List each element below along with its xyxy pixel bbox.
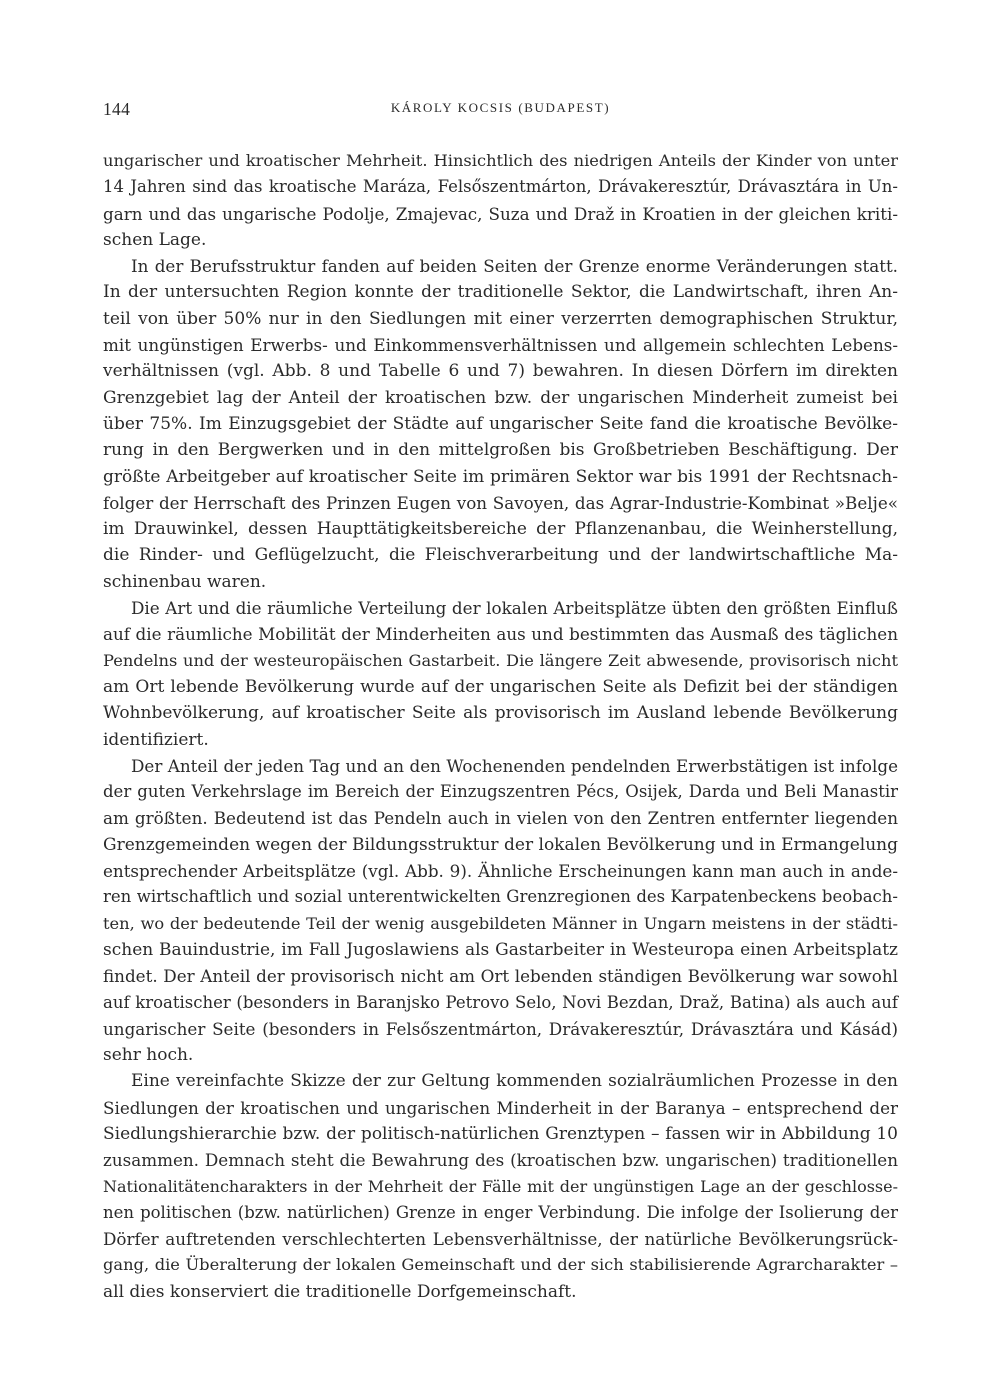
text-line: Grenzgebiet lag der Anteil der kroatischen bzw. der ungarischen Minderheit zumeist bei xyxy=(103,387,898,408)
text-line: entsprechender Arbeitsplätze (vgl. Abb. 9). Ähnliche Erscheinungen kann man auch in ande- xyxy=(103,861,898,882)
text-line: Grenzgemeinden wegen der Bildungsstruktur der lokalen Bevölkerung und in Ermangelung xyxy=(103,834,898,855)
text-line: im Drauwinkel, dessen Haupttätigkeitsbereiche der Pflanzenanbau, die Weinherstellung, xyxy=(103,519,898,540)
text-line: auf die räumliche Mobilität der Minderheiten aus und bestimmten das Ausmaß des täglichen xyxy=(103,624,898,645)
text-line: der guten Verkehrslage im Bereich der Einzugszentren Pécs, Osijek, Darda und Beli Manastir xyxy=(103,782,898,802)
text-line: schen Bauindustrie, im Fall Jugoslawiens als Gastarbeiter in Westeuropa einen Arbeitsplatz xyxy=(103,939,898,960)
text-line: Siedlungshierarchie bzw. der politisch-natürlichen Grenztypen – fassen wir in Abbildung 10 xyxy=(103,1123,898,1144)
text-line: schen Lage. xyxy=(103,229,207,250)
text-line: sehr hoch. xyxy=(103,1045,194,1066)
body-text xyxy=(103,148,898,1305)
text-line: zusammen. Demnach steht die Bewahrung des (kroatischen bzw. ungarischen) traditionellen xyxy=(103,1150,898,1171)
text-line: teil von über 50% nur in den Siedlungen mit einer verzerrten demographischen Struktur, xyxy=(103,308,898,329)
text-line: über 75%. Im Einzugsgebiet der Städte auf ungarischer Seite fand die kroatische Bevölke- xyxy=(103,413,898,434)
paragraph-start-line: Eine vereinfachte Skizze der zur Geltung kommenden sozialräumlichen Prozesse in den xyxy=(131,1071,898,1092)
paragraph-start-line: Der Anteil der jeden Tag und an den Wochenenden pendelnden Erwerbstätigen ist infolge xyxy=(131,755,898,776)
text-line: gang, die Überalterung der lokalen Gemeinschaft und der sich stabilisierende Agrarcharakter – xyxy=(103,1255,898,1275)
text-line: Wohnbevölkerung, auf kroatischer Seite als provisorisch im Ausland lebende Bevölkerung xyxy=(103,703,898,724)
text-line: am Ort lebende Bevölkerung wurde auf der ungarischen Seite als Defizit bei der ständigen xyxy=(103,676,898,697)
text-line: auf kroatischer (besonders in Baranjsko Petrovo Selo, Novi Bezdan, Draž, Batina) als auch auf xyxy=(103,992,898,1012)
text-line: Siedlungen der kroatischen und ungarischen Minderheit in der Baranya – entsprechend der xyxy=(103,1097,898,1118)
text-line: ren wirtschaftlich und sozial unterentwickelten Grenzregionen des Karpatenbeckens beobach- xyxy=(103,887,898,907)
text-line: größte Arbeitgeber auf kroatischer Seite im primären Sektor war bis 1991 der Rechtsnach- xyxy=(103,466,898,487)
text-line: ungarischer und kroatischer Mehrheit. Hinsichtlich des niedrigen Anteils der Kinder von unter xyxy=(103,151,898,170)
text-line: Dörfer auftretenden verschlechterten Lebensverhältnisse, der natürliche Bevölkerungsrück- xyxy=(103,1229,898,1250)
text-line: Pendelns und der westeuropäischen Gastarbeit. Die längere Zeit abwesende, provisorisch nicht xyxy=(103,650,898,670)
page-number: 144 xyxy=(103,99,131,119)
running-head: KÁROLY KOCSIS (BUDAPEST) xyxy=(390,100,611,115)
text-line: ten, wo der bedeutende Teil der wenig ausgebildeten Männer in Ungarn meistens in der städti- xyxy=(103,913,898,933)
page-header xyxy=(103,99,898,123)
text-line: am größten. Bedeutend ist das Pendeln auch in vielen von den Zentren entfernter liegenden xyxy=(103,808,898,829)
text-line: Nationalitätencharakters in der Mehrheit der Fälle mit der ungünstigen Lage an der geschlosse- xyxy=(103,1176,898,1196)
text-line: die Rinder- und Geflügelzucht, die Fleischverarbeitung und der landwirtschaftliche Ma- xyxy=(103,545,898,566)
text-line: folger der Herrschaft des Prinzen Eugen von Savoyen, das Agrar-Industrie-Kombinat »Belje« xyxy=(103,492,898,513)
text-line: rung in den Bergwerken und in den mittelgroßen bis Großbetrieben Beschäftigung. Der xyxy=(103,440,898,461)
text-line: mit ungünstigen Erwerbs- und Einkommensverhältnissen und allgemein schlechten Lebens- xyxy=(103,335,898,356)
paragraph-start-line: In der Berufsstruktur fanden auf beiden Seiten der Grenze enorme Veränderungen statt. xyxy=(131,256,898,277)
text-line: findet. Der Anteil der provisorisch nicht am Ort lebenden ständigen Bevölkerung war sowohl xyxy=(103,966,898,987)
text-line: 14 Jahren sind das kroatische Maráza, Felsőszentmárton, Drávakeresztúr, Drávasztára in Un- xyxy=(103,177,898,197)
text-line: all dies konserviert die traditionelle Dorfgemeinschaft. xyxy=(103,1281,577,1302)
text-line: nen politischen (bzw. natürlichen) Grenze in enger Verbindung. Die infolge der Isolierung der xyxy=(103,1202,898,1222)
text-line: In der untersuchten Region konnte der traditionelle Sektor, die Landwirtschaft, ihren An- xyxy=(103,282,898,303)
text-line: verhältnissen (vgl. Abb. 8 und Tabelle 6 und 7) bewahren. In diesen Dörfern im direkten xyxy=(103,361,898,382)
text-line: identifiziert. xyxy=(103,729,209,750)
text-line: ungarischer Seite (besonders in Felsőszentmárton, Drávakeresztúr, Drávasztára und Kásád) xyxy=(103,1018,898,1039)
paragraph-start-line: Die Art und die räumliche Verteilung der lokalen Arbeitsplätze übten den größten Einfluß xyxy=(131,598,898,619)
text-line: schinenbau waren. xyxy=(103,571,267,592)
text-line: garn und das ungarische Podolje, Zmajevac, Suza und Draž in Kroatien in der gleichen kriti- xyxy=(103,203,898,224)
